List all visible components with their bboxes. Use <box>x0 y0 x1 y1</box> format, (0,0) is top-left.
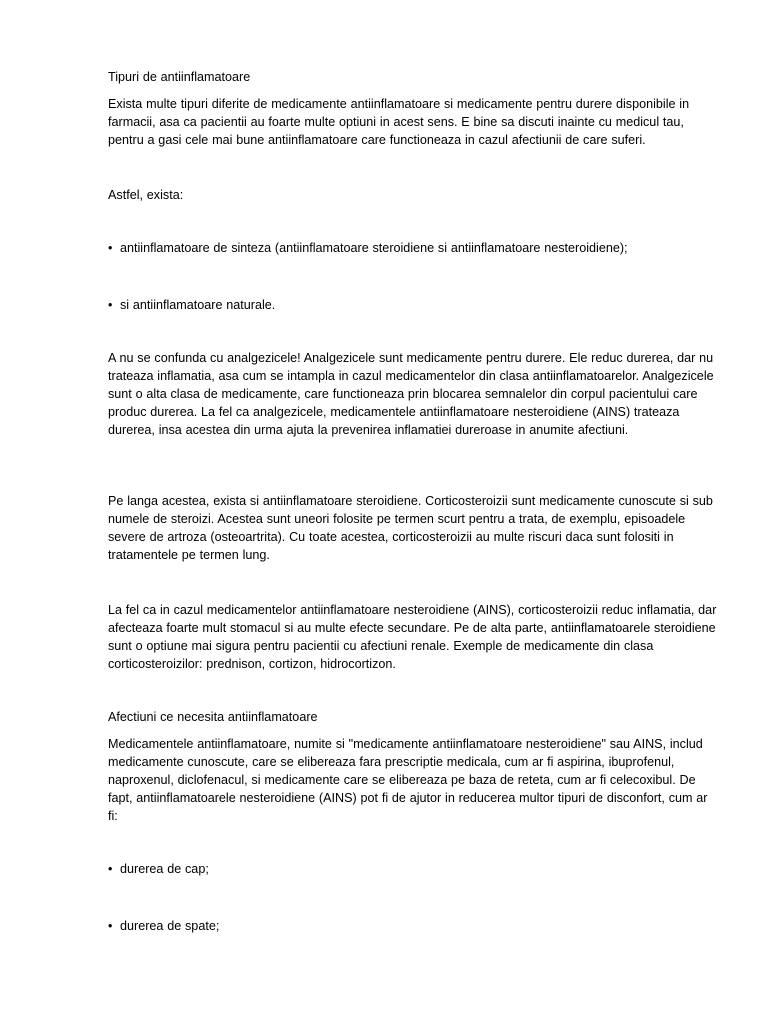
list-item-sinteza <box>108 239 720 257</box>
paragraph-intro: Exista multe tipuri diferite de medicamente antiinflamatoare si medicamente pentru durere disponibile in farmacii, asa ca pacientii au foarte multe optiuni in acest sens. E bine sa discuti inainte cu medicul tau, pentru a gasi cele mai bune antiinflamatoare care functioneaza in cazul afectiunii de care suferi. <box>108 97 690 147</box>
bullet-icon: • <box>108 862 113 876</box>
list-item-durere-cap <box>108 860 720 878</box>
paragraph-ains: La fel ca in cazul medicamentelor antiinflamatoare nesteroidiene (AINS), corticosteroizii reduc inflamatia, dar afecteaza foarte mult stomacul si au multe efecte secundare. Pe de alta parte, antiinflamatoarele steroidiene sunt o optiune mai sigura pentru pacientii cu afectiuni renale. Exemple de medicamente din clasa corticosteroizilor: prednison, cortizon, hidrocortizon. <box>108 603 717 671</box>
paragraph-astfel: Astfel, exista: <box>108 188 184 202</box>
section-heading-types: Tipuri de antiinflamatoare <box>108 70 251 84</box>
bullet-icon: • <box>108 919 113 933</box>
paragraph-analgezice: A nu se confunda cu analgezicele! Analgezicele sunt medicamente pentru durere. Ele reduc durerea, dar nu trateaza inflamatia, asa cum se intampla in cazul medicamentelor din clasa antiinflamatoarelor. Analgezicele sunt o alta clasa de medicamente, care functioneaza prin blocarea semnalelor din corpul pacientului care produc durerea. La fel ca analgezicele, medicamentele antiinflamatoare nesteroidiene (AINS) trateaza durerea, insa acestea din urma ajuta la prevenirea inflamatiei dureroase in anumite afectiuni. <box>108 351 714 437</box>
paragraph-medicamentele: Medicamentele antiinflamatoare, numite si "medicamente antiinflamatoare nesteroidiene" sau AINS, includ medicamente cunoscute, care se elibereaza fara prescriptie medicala, cum ar fi aspirina, ibuprofenul, naproxenul, diclofenacul, si medicamente care se elibereaza pe baza de reteta, cum ar fi celecoxibul. De fapt, antiinflamatoarele nesteroidiene (AINS) pot fi de ajutor in reducerea multor tipuri de disconfort, cum ar fi: <box>108 737 708 823</box>
list-item-label: durerea de spate; <box>120 919 220 933</box>
bullet-icon: • <box>108 241 113 255</box>
list-item-label: antiinflamatoare de sinteza (antiinflamatoare steroidiene si antiinflamatoare nesteroidiene); <box>120 241 628 255</box>
list-item-label: durerea de cap; <box>120 862 209 876</box>
section-heading-conditions: Afectiuni ce necesita antiinflamatoare <box>108 710 318 724</box>
paragraph-steroidiene: Pe langa acestea, exista si antiinflamatoare steroidiene. Corticosteroizii sunt medicamente cunoscute si sub numele de steroizi. Acestea sunt uneori folosite pe termen scurt pentru a trata, de exemplu, episoadele severe de artroza (osteoartrita). Cu toate acestea, corticosteroizii au multe riscuri daca sunt folositi in tratamentele pe termen lung. <box>108 494 713 562</box>
list-item-durere-spate <box>108 917 720 935</box>
list-item-naturale <box>108 296 720 314</box>
bullet-icon: • <box>108 298 113 312</box>
list-item-label: si antiinflamatoare naturale. <box>120 298 276 312</box>
document-page <box>108 0 720 1024</box>
